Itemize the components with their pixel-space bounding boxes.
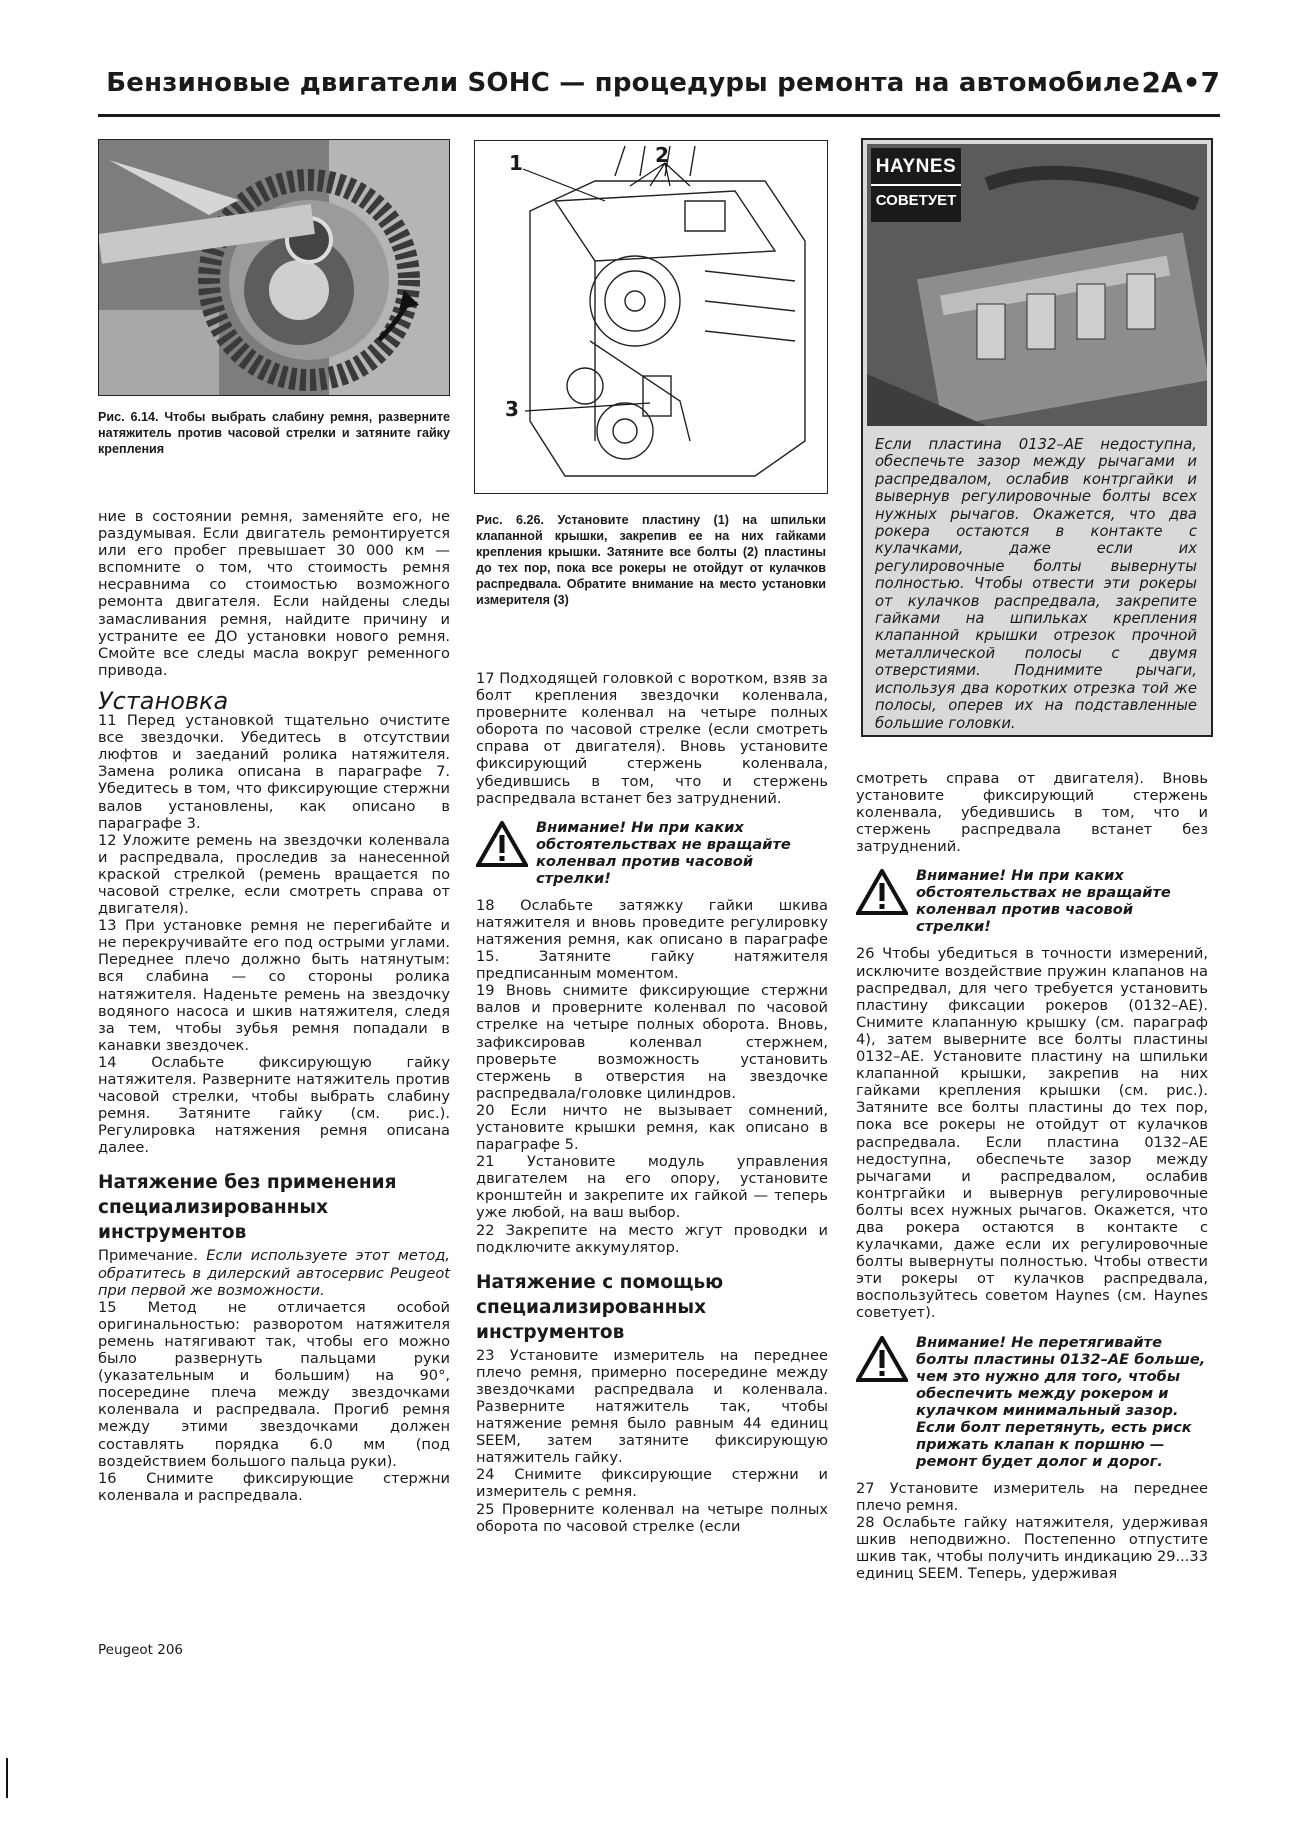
haynes-photo (867, 144, 1207, 426)
paragraph-23: 23 Установите измеритель на переднее плечо ремня, примерно посередине между звездочками распредвала и коленвала. Разверните натяжитель так, чтобы натяжение ремня было равным 44 единиц SEEM, затем затяните фиксирующую натяжитель гайку. (476, 1346, 828, 1467)
paragraph-16: 16 Снимите фиксирующие стержни коленвала и распредвала. (98, 1469, 450, 1504)
paragraph-19: 19 Вновь снимите фиксирующие стержни валов и проверните коленвал по часовой стрелке на четыре полных оборота. Вновь, зафиксировав коленвал стержнем, проверьте возможность установить стержень в отверстия на звездочке распредвала/головке цилиндров. (476, 982, 828, 1102)
haynes-tip-text: Если пластина 0132–AE недоступна, обеспечьте зазор между рычагами и распредвалом, ослабив контргайки и вывернув регулировочные болты всех нужных рычагов. Окажется, что два рокера остаются в контакте с кулачками, даже если их регулировочные болты вывернуты полностью. Чтобы отвести эти рокеры от кулачков распредвала, закрепите гайками на шпильках крепления клапанной крышки отрезок прочной металлической полосы с двумя отверстиями. Поднимите рычаги, используя два коротких отрезка той же полосы, оперев их на подставленные большие головки. (875, 436, 1197, 732)
warning-text-2: Внимание! Ни при каких обстоятельствах не вращайте коленвал против часовой стрелки! (916, 867, 1171, 936)
callout-lines (475, 141, 827, 493)
paragraph-intro: ние в состоянии ремня, заменяйте его, не раздумывая. Если двигатель ремонтируется или его пробег превышает 30 000 км — вспомните о том, что стоимость ремня несравнима со стоимостью возможного ремонта двигателя. Если найдены следы замасливания ремня, найдите причину и устраните ее ДО установки нового ремня. Смойте все следы масла вокруг ременного привода. (98, 508, 450, 679)
paragraph-18: 18 Ослабьте затяжку гайки шкива натяжителя и вновь проведите регулировку натяжения ремня, как описано в параграфе 15. Затяните гайку натяжителя предписанным моментом. (476, 896, 828, 983)
warning-text-3: Внимание! Не перетягивайте болты пластины 0132–AE больше, чем это нужно для того, чтобы обеспечить между рокером и кулачком минимальный зазор. Если болт перетянуть, есть риск прижать клапан к поршню — ремонт будет долог и дорог. (916, 1333, 1206, 1470)
page-footer: Peugeot 206 (98, 1642, 184, 1658)
warning-box-3 (856, 1334, 1208, 1470)
paragraph-27: 27 Установите измеритель на переднее плечо ремня. (856, 1479, 1208, 1514)
paragraph-14: 14 Ослабьте фиксирующую гайку натяжителя. Разверните натяжитель против часовой стрелки, чтобы выбрать слабину ремня. Затяните гайку (см. рис.). Регулировка натяжения ремня описана далее. (98, 1053, 450, 1157)
figure-tensioner-photo (98, 139, 450, 396)
paragraph-12: 12 Уложите ремень на звездочки коленвала и распредвала, проследив за нанесенной краской стрелкой (ремень вращается по часовой стрелке, если смотреть справа от двигателя). (98, 831, 450, 918)
callout-label-1: 1 (509, 151, 523, 175)
figure-2-caption-block (476, 512, 826, 608)
paragraph-21: 21 Установите модуль управления двигателем на его опору, установите кронштейн и закрепите их гайкой — теперь уже любой, на ваш выбор. (476, 1153, 828, 1222)
paragraph-20: 20 Если ничто не вызывает сомнений, установите крышки ремня, как описано в параграфе 5. (476, 1101, 828, 1154)
paragraph-24: 24 Снимите фиксирующие стержни и измеритель с ремня. (476, 1466, 828, 1501)
haynes-badge-bottom: СОВЕТУЕТ (875, 192, 957, 209)
haynes-badge (871, 148, 961, 222)
scan-edge-mark (6, 1758, 8, 1798)
figure-1-caption-block (98, 409, 450, 457)
note-label: Примечание. (98, 1247, 198, 1265)
haynes-badge-top: HAYNES (871, 148, 961, 186)
figure-1-caption: Рис. 6.14. Чтобы выбрать слабину ремня, разверните натяжитель против часовой стрелки и затяните гайку крепления (98, 410, 450, 456)
haynes-tip-box (861, 138, 1213, 737)
paragraph-15: 15 Метод не отличается особой оригинальностью: разворотом натяжителя ремень натягивают так, чтобы его можно было развернуть пальцами руки (указательным и большим) на 90°, посередине плеча между звездочками коленвала и распредвала. Прогиб ремня между этими звездочками должен составлять порядка 6.0 мм (под воздействием большого пальца руки). (98, 1298, 450, 1470)
subheading-with-tools: Натяжение с помощью специализированных инструментов (476, 1271, 724, 1343)
paragraph-11: 11 Перед установкой тщательно очистите все звездочки. Убедитесь в отсутствии люфтов и заеданий ролика натяжителя. Замена ролика описана в параграфе 7. Убедитесь в том, что фиксирующие стержни валов установлены, как описано в параграфе 3. (98, 712, 450, 832)
note-text: Если используете этот метод, обратитесь в дилерский автосервис Peugeot при первой же возможности. (98, 1247, 450, 1299)
paragraph-25: 25 Проверните коленвал на четыре полных оборота по часовой стрелке (если (476, 1500, 828, 1535)
warning-triangle-icon (856, 869, 908, 915)
page-number: 2A•7 (1141, 66, 1220, 99)
warning-triangle-icon (476, 821, 528, 867)
note-paragraph (98, 1247, 450, 1298)
warning-box-1 (476, 819, 828, 887)
figure-2-caption: Рис. 6.26. Установите пластину (1) на шпильки клапанной крышки, закрепив ее на них гайками крепления крышки. Затяните все болты (2) пластины до тех пор, пока все рокеры не отойдут от кулачков распредвала. Обратите внимание на место установки измерителя (3) (476, 513, 826, 607)
paragraph-26: 26 Чтобы убедиться в точности измерений, исключите воздействие пружин клапанов на распредвал, для чего требуется установить пластину фиксации рокеров (0132–AE). Снимите клапанную крышку (см. параграф 4), затем выверните все болты пластины 0132–AE. Установите пластину на шпильки клапанной крышки, закрепив на них гайками крепления крышки (см. рис.). Затяните все болты пластины до тех пор, пока все рокеры не отойдут от кулачков распредвала. Если пластина 0132–AE недоступна, обеспечьте зазор между рычагами и распредвалом, ослабив контргайки и вывернув регулировочные болты всех нужных рычагов. Окажется, что два рокера остаются в контакте с кулачками, даже если их регулировочные болты вывернуты полностью. Чтобы отвести эти рокеры от кулачков распредвала, воспользуйтесь советом Haynes (см. Haynes советует). (856, 945, 1208, 1322)
page-title: Бензиновые двигатели SOHC — процедуры ремонта на автомобиле (106, 68, 1140, 98)
paragraph-17: 17 Подходящей головкой с воротком, взяв за болт крепления звездочки коленвала, проверните коленвал на четыре полных оборота по часовой стрелке (если смотреть справа от двигателя). Вновь установите фиксирующий стержень коленвала, убедившись в том, что и стержень распредвала встанет без затруднений. (476, 670, 828, 807)
tensioner-photo-image (99, 140, 449, 395)
paragraph-25-continued: смотреть справа от двигателя). Вновь установите фиксирующий стержень коленвала, убедившись в том, что и стержень распредвала встанет без затруднений. (856, 770, 1208, 856)
callout-label-3: 3 (505, 397, 519, 421)
paragraph-28: 28 Ослабьте гайку натяжителя, удерживая шкив неподвижно. Постепенно отпустите шкив так, чтобы получить индикацию 29...33 единиц SEEM. Теперь, удерживая (856, 1513, 1208, 1582)
column-3 (856, 770, 1208, 1582)
column-2 (476, 670, 828, 1535)
page-header (0, 62, 1300, 124)
callout-label-2: 2 (655, 143, 669, 167)
column-1 (98, 508, 450, 1504)
subheading-no-tools: Натяжение без применения специализированных инструментов (98, 1172, 397, 1244)
warning-box-2 (856, 867, 1208, 935)
header-rule (98, 114, 1220, 117)
paragraph-22: 22 Закрепите на место жгут проводки и подключите аккумулятор. (476, 1221, 828, 1256)
figure-engine-diagram (474, 140, 828, 494)
paragraph-13: 13 При установке ремня не перегибайте и не перекручивайте его под острыми углами. Переднее плечо должно быть натянутым: вся слабина — со стороны ролика натяжителя. Наденьте ремень на звездочку водяного насоса и шкив натяжителя, следя за тем, чтобы зубья ремня попадали в канавки звездочек. (98, 917, 450, 1054)
warning-text-1: Внимание! Ни при каких обстоятельствах не вращайте коленвал против часовой стрелки! (536, 818, 791, 887)
section-heading-install: Установка (98, 686, 229, 715)
warning-triangle-icon (856, 1336, 908, 1382)
